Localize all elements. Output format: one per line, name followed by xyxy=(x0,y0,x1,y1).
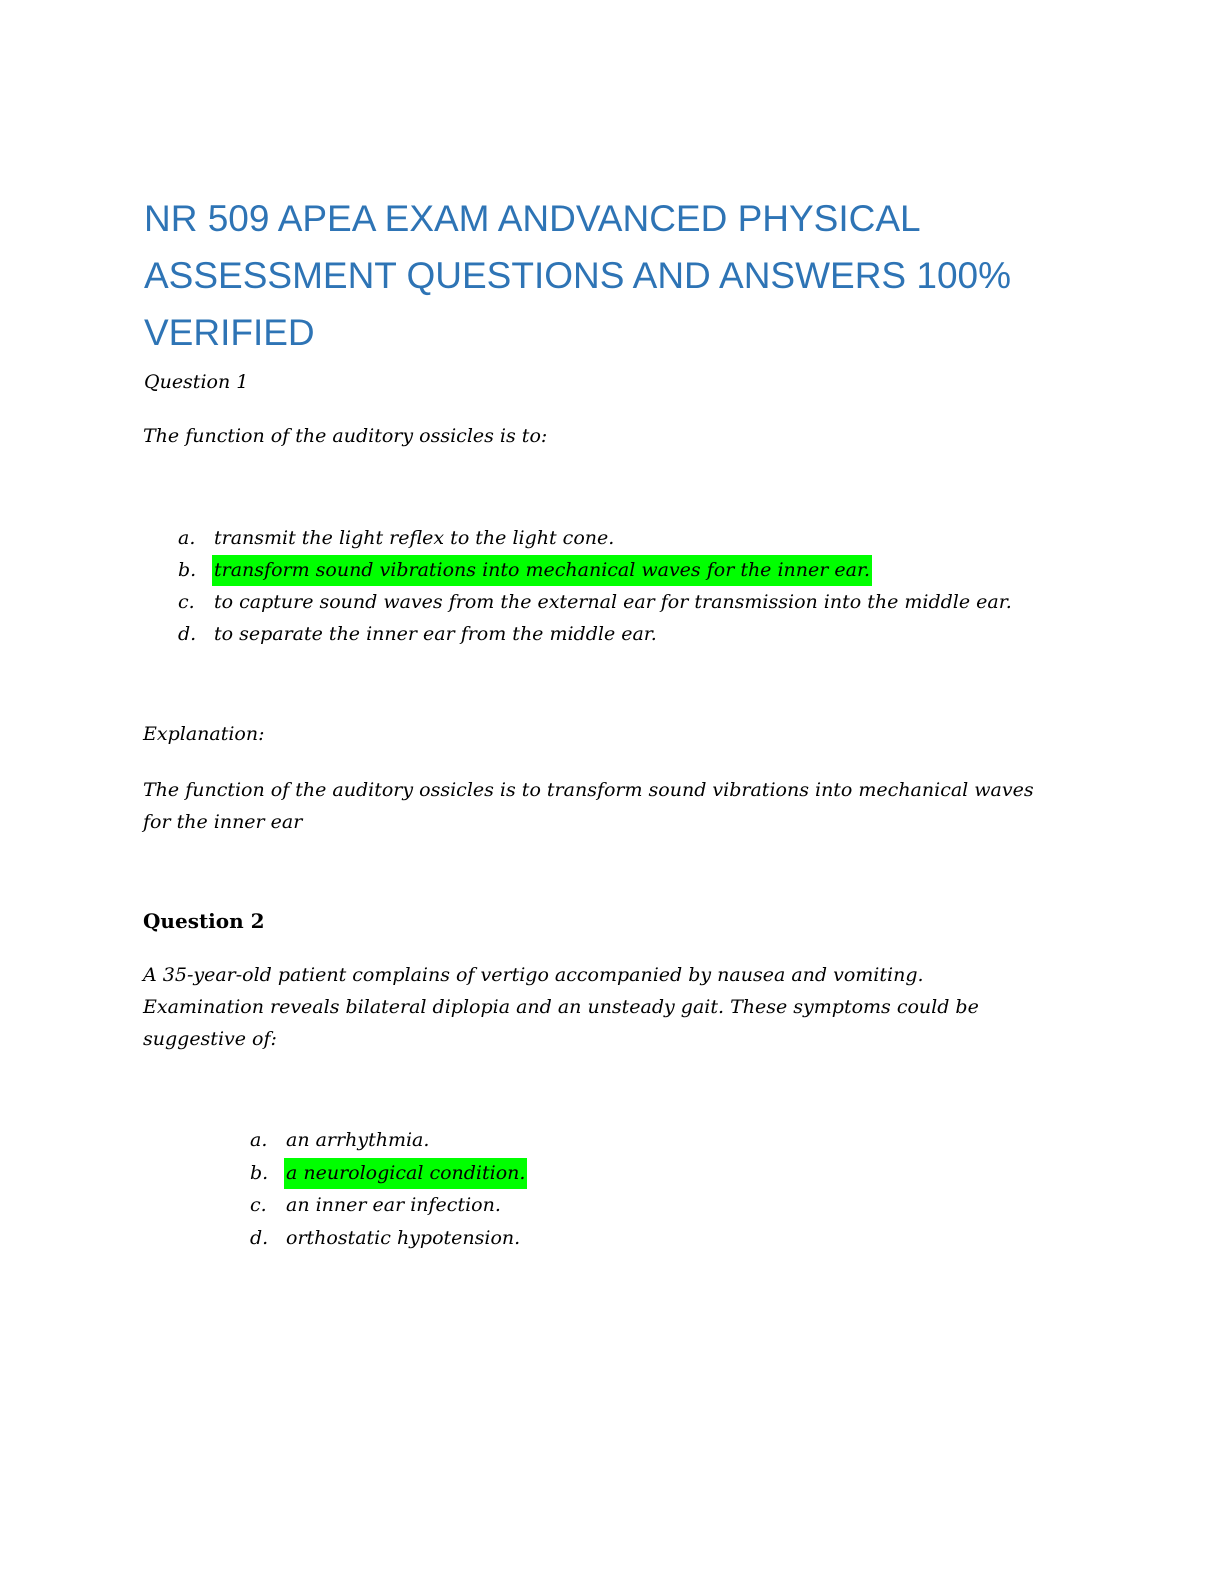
question-2-option-b xyxy=(250,1158,950,1189)
option-letter: c. xyxy=(250,1194,267,1216)
option-letter: d. xyxy=(250,1227,269,1249)
option-text: an inner ear infection. xyxy=(286,1194,501,1216)
question-1-option-a xyxy=(178,523,1078,554)
explanation-label: Explanation: xyxy=(143,723,265,745)
option-letter: b. xyxy=(250,1162,269,1184)
question-1-prompt: The function of the auditory ossicles is to: xyxy=(143,425,548,447)
question-2-label: Question 2 xyxy=(143,909,265,933)
option-text: to capture sound waves from the external ear for transmission into the middle ear. xyxy=(214,591,1012,613)
option-text: orthostatic hypotension. xyxy=(286,1227,521,1249)
question-2-option-d xyxy=(250,1223,950,1254)
question-1-option-b xyxy=(178,555,1078,586)
option-letter: c. xyxy=(178,591,195,613)
option-letter: b. xyxy=(178,559,197,581)
option-text: an arrhythmia. xyxy=(286,1129,430,1151)
explanation-text: The function of the auditory ossicles is to transform sound vibrations into mechanical waves for the inner ear xyxy=(143,779,1034,833)
option-text-highlighted: transform sound vibrations into mechanical waves for the inner ear. xyxy=(212,555,872,586)
option-letter: a. xyxy=(250,1129,268,1151)
option-letter: d. xyxy=(178,623,197,645)
option-letter: a. xyxy=(178,527,196,549)
question-2-option-a xyxy=(250,1125,950,1156)
option-text: transmit the light reflex to the light cone. xyxy=(214,527,615,549)
question-1-option-c xyxy=(178,587,1078,618)
question-2-option-c xyxy=(250,1190,950,1221)
question-1-option-d xyxy=(178,619,1078,650)
option-text-highlighted: a neurological condition. xyxy=(284,1158,527,1189)
option-text: to separate the inner ear from the middle ear. xyxy=(214,623,657,645)
question-1-label: Question 1 xyxy=(144,371,249,393)
document-title: NR 509 APEA EXAM ANDVANCED PHYSICAL ASSESSMENT QUESTIONS AND ANSWERS 100% VERIFIED xyxy=(144,198,1012,353)
question-2-prompt: A 35-year-old patient complains of vertigo accompanied by nausea and vomiting. Examination reveals bilateral diplopia and an unsteady gait. These symptoms could be suggestive of: xyxy=(143,964,979,1050)
